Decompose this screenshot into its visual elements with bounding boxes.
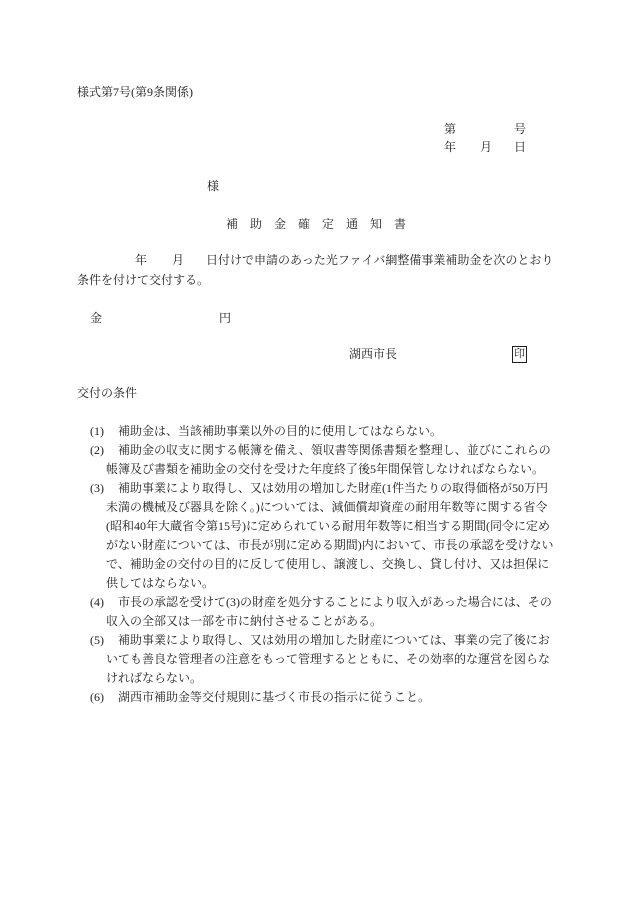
body-line-2: 条件を付けて交付する。 [77,273,210,287]
condition-text-line: いても善良な管理者の注意をもって管理するとともに、その効率的な運営を図らな [106,652,551,666]
condition-text-line: で、補助金の交付の目的に反して使用し、譲渡し、交換し、貸し付け、又は担保に [106,557,550,571]
condition-text-line: 供してはならない。 [106,576,215,590]
condition-number: (6) [90,690,104,704]
condition-text-line: 湖西市補助金等交付規則に基づく市長の指示に従うこと。 [118,690,431,704]
date-year: 年 [444,140,457,154]
date-day: 日 [514,140,527,154]
condition-text-line: (昭和40年大蔵省令第15号)に定められている耐用年数等に相当する期間(同令に定め [106,519,550,533]
amount-label: 金 [90,311,103,325]
condition-text-line: 補助事業により取得し、又は効用の増加した財産(1件当たりの取得価格が50万円 [118,481,548,495]
document-title: 補 助 金 確 定 通 知 書 [226,217,407,231]
condition-number: (5) [90,633,104,647]
condition-number: (4) [90,595,104,609]
body-year: 年 [135,253,148,267]
condition-text-line: 市長の承認を受けて(3)の財産を処分することにより収入があった場合には、その [118,595,552,609]
recipient-suffix: 様 [207,179,220,193]
body-line-1: 日付けで申請のあった光ファイバ網整備事業補助金を次のとおり [206,253,554,267]
conditions-heading: 交付の条件 [77,386,138,400]
condition-text-line: 帳簿及び書類を補助金の交付を受けた年度終了後5年間保管しなければならない。 [106,462,545,476]
issuer-name: 湖西市長 [349,347,398,361]
condition-number: (1) [90,424,104,438]
form-number: 様式第7号(第9条関係) [77,85,193,99]
condition-text-line: 未満の機械及び器具を除く。)については、減価償却資産の耐用年数等に関する省令 [106,500,548,514]
seal-stamp: 印 [512,346,527,363]
doc-number-prefix: 第 [444,122,457,136]
condition-number: (2) [90,443,104,457]
condition-text-line: 補助金は、当該補助事業以外の目的に使用してはならない。 [118,424,443,438]
condition-text-line: ければならない。 [106,671,203,685]
doc-number-suffix: 号 [514,122,527,136]
condition-number: (3) [90,481,104,495]
condition-text-line: がない財産については、市長が別に定める期間)内において、市長の承認を受けない [106,538,554,552]
condition-text-line: 収入の全部又は一部を市に納付させることがある。 [106,614,383,628]
condition-text-line: 補助金の収支に関する帳簿を備え、領収書等関係書類を整理し、並びにこれらの [118,443,551,457]
amount-unit: 円 [219,311,232,325]
date-month: 月 [480,140,493,154]
condition-text-line: 補助事業により取得し、又は効用の増加した財産については、事業の完了後にお [118,633,550,647]
body-month: 月 [172,253,185,267]
